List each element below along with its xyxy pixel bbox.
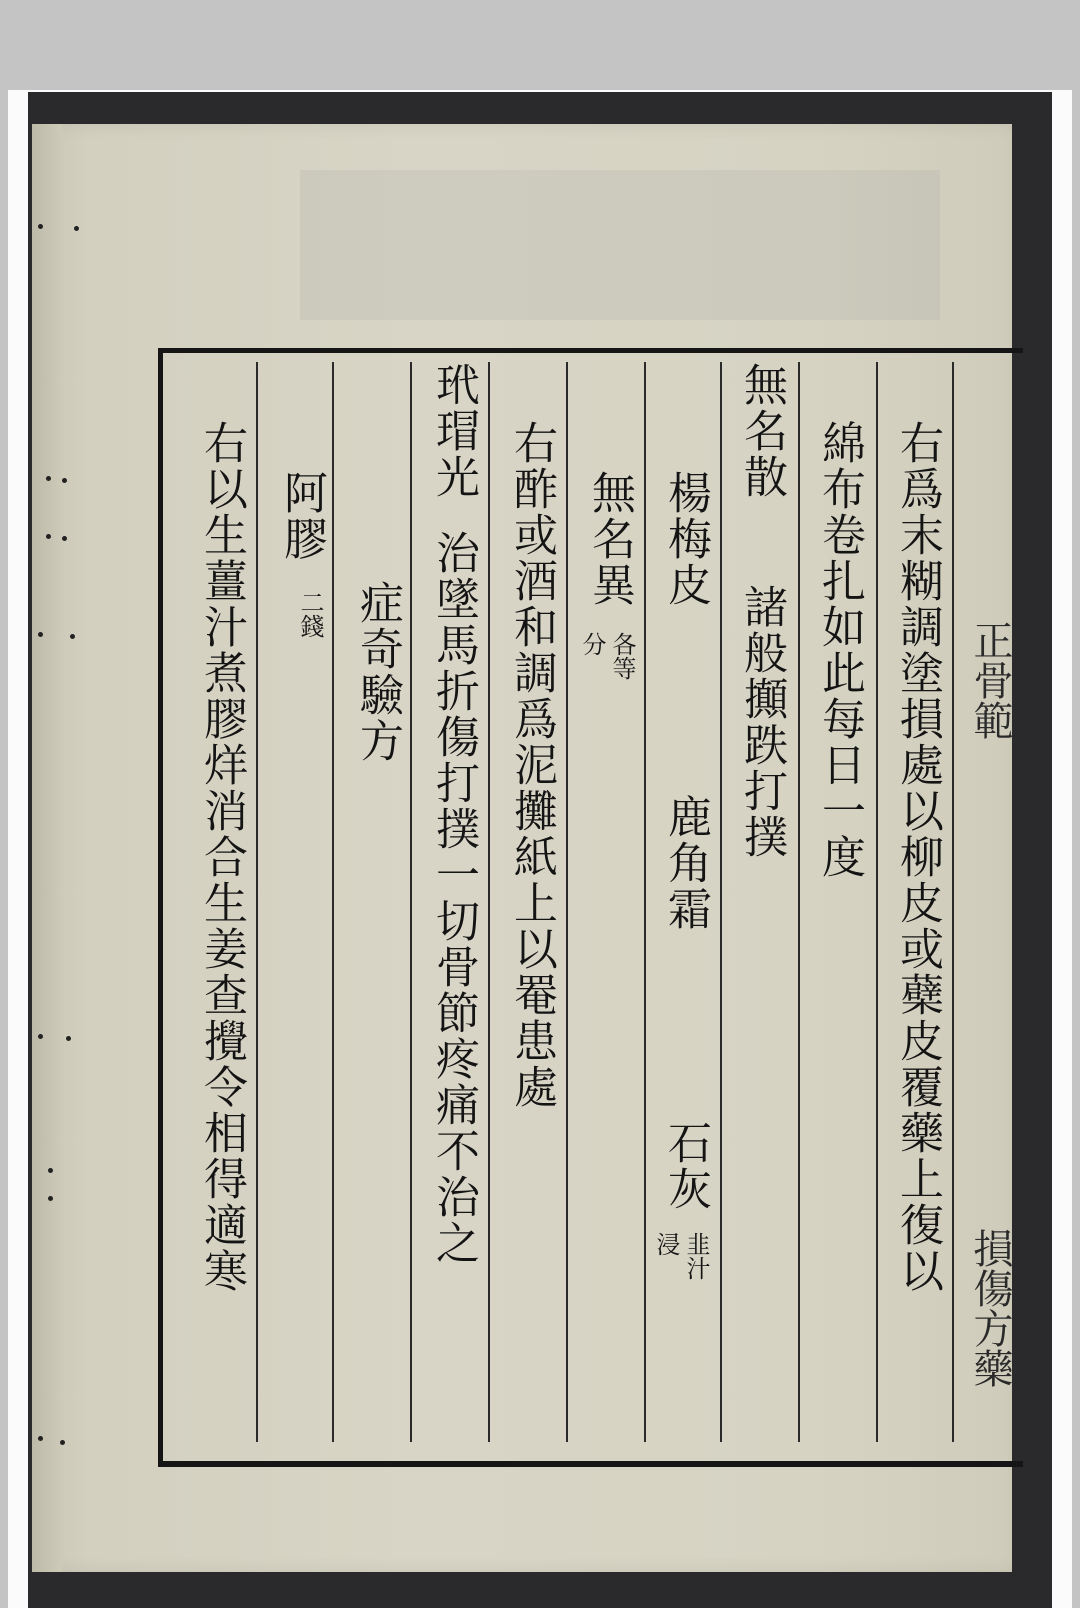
binding-hole xyxy=(62,478,67,483)
annotation: 二錢 xyxy=(296,590,324,638)
binding-hole xyxy=(46,534,51,539)
ingredient: 石灰 xyxy=(660,1120,711,1212)
binding-hole xyxy=(48,1168,53,1173)
ingredient: 鹿角霜 xyxy=(660,794,711,932)
column-rule xyxy=(644,362,646,1442)
column-rule xyxy=(410,362,412,1442)
binding-hole xyxy=(62,536,67,541)
binding-hole xyxy=(48,1196,53,1201)
binding-hole xyxy=(38,632,43,637)
text-column: 綿布卷扎如此每日一度 xyxy=(814,420,865,880)
annotation: 韭汁 xyxy=(682,1232,710,1280)
bleed-through xyxy=(300,170,940,320)
text-column: 右酢或酒和調爲泥攤紙上以罨患處 xyxy=(506,420,557,1110)
ingredient: 無名異 xyxy=(584,470,635,608)
ingredient: 阿膠 xyxy=(276,470,327,562)
binding-hole xyxy=(74,226,79,231)
column-rule xyxy=(798,362,800,1442)
text-column: 諸般攧跌打撲 xyxy=(736,584,787,860)
text-column: 治墜馬折傷打撲一切骨節疼痛不治之 xyxy=(428,530,479,1266)
binding-hole xyxy=(66,1036,71,1041)
binding-hole xyxy=(46,476,51,481)
fore-edge-section: 損傷方藥 xyxy=(967,1228,1013,1388)
text-column: 右以生薑汁煮膠烊消合生姜查攪令相得適寒 xyxy=(196,420,247,1294)
recipe-title: 玳瑁光 xyxy=(428,362,479,500)
recipe-title: 無名散 xyxy=(736,362,787,500)
column-rule xyxy=(566,362,568,1442)
annotation: 浸 xyxy=(652,1232,680,1256)
binding-hole xyxy=(38,1436,43,1441)
binding-hole xyxy=(70,634,75,639)
fore-edge-title: 正骨範 xyxy=(967,620,1013,740)
column-rule xyxy=(488,362,490,1442)
annotation: 分 xyxy=(578,632,606,656)
text-column: 症奇驗方 xyxy=(352,580,403,764)
ingredient: 楊梅皮 xyxy=(660,470,711,608)
annotation: 各等 xyxy=(608,632,636,680)
column-rule xyxy=(332,362,334,1442)
binding-hole xyxy=(38,1034,43,1039)
column-rule xyxy=(256,362,258,1442)
text-column: 右爲末糊調塗損處以柳皮或蘗皮覆藥上復以 xyxy=(892,420,943,1294)
column-rule xyxy=(720,362,722,1442)
column-rule xyxy=(876,362,878,1442)
binding-hole xyxy=(38,224,43,229)
column-rule xyxy=(952,362,954,1442)
page-gutter xyxy=(32,124,62,1572)
binding-hole xyxy=(60,1440,65,1445)
